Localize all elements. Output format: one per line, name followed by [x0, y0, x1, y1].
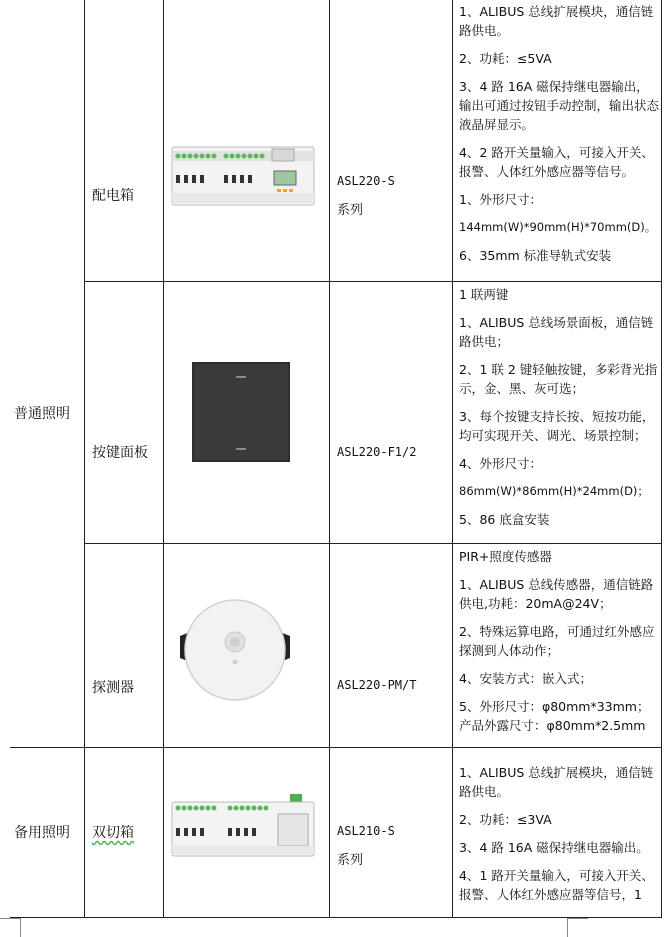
model-series: 系列: [337, 203, 364, 218]
spec-line: 4、安装方式：嵌入式；: [459, 671, 592, 686]
spec-line: 2、功耗：≤5VA: [459, 51, 552, 66]
model-code: ASL220-S: [337, 174, 395, 188]
category-backup-lighting: 备用照明: [14, 825, 70, 841]
spec-line: 5、86 底盒安装: [459, 512, 550, 527]
grid-line: [10, 747, 662, 748]
spec-line: 144mm(W)*90mm(H)*70mm(D)。: [459, 220, 657, 234]
product-name: 配电箱: [92, 188, 134, 204]
model-code: ASL220-F1/2: [337, 445, 417, 459]
model-code: ASL210-S: [337, 824, 395, 838]
category-normal-lighting: 普通照明: [14, 406, 70, 422]
page-corner-mark: [567, 918, 588, 937]
dual-switch-box-image: [170, 794, 320, 860]
spec-line: 2、特殊运算电路，可通过红外感应探测到人体动作；: [459, 624, 655, 658]
distribution-box-image: [170, 145, 320, 211]
spec-line: 3、4 路 16A 磁保持继电器输出。: [459, 840, 649, 855]
spec-line: 1 联两键: [459, 287, 509, 302]
grid-line: [84, 0, 85, 918]
product-model: [337, 441, 416, 463]
detector-image: [176, 596, 294, 706]
product-name: 探测器: [92, 680, 134, 696]
spec-line: 4、2 路开关量输入，可接入开关、报警、人体红外感应器等信号。: [459, 145, 654, 179]
grid-line: [84, 281, 662, 282]
spec-line: 4、外形尺寸：: [459, 456, 542, 471]
product-specs: [459, 285, 659, 538]
spec-line: 5、外形尺寸：φ80mm*33mm；产品外露尺寸：φ80mm*2.5mm: [459, 699, 650, 733]
spec-line: 2、功耗：≤3VA: [459, 812, 552, 827]
product-model: [337, 820, 395, 872]
grid-line: [10, 917, 662, 918]
model-series: 系列: [337, 853, 364, 868]
product-name: 双切箱: [92, 825, 134, 841]
product-specs: [459, 2, 659, 274]
key-panel-image: [192, 362, 290, 462]
spec-line: 6、35mm 标准导轨式安装: [459, 248, 612, 263]
spec-line: 1、ALIBUS 总线传感器，通信链路供电,功耗：20mA@24V；: [459, 577, 654, 611]
product-specs: [459, 547, 659, 744]
spec-line: 1、ALIBUS 总线扩展模块，通信链路供电。: [459, 765, 654, 799]
product-model: [337, 170, 395, 222]
product-name: 按键面板: [92, 445, 148, 461]
spec-line: PIR+照度传感器: [459, 549, 552, 564]
grid-line: [84, 543, 662, 544]
product-model: [337, 674, 416, 696]
spec-line: 1、ALIBUS 总线扩展模块，通信链路供电。: [459, 4, 654, 38]
grid-line: [661, 0, 662, 918]
spec-line: 3、每个按键支持长按、短按功能，均可实现开关、调光、场景控制；: [459, 409, 655, 443]
grid-line: [163, 0, 164, 918]
spec-line: 4、1 路开关量输入，可接入开关、报警、人体红外感应器等信号，1: [459, 868, 654, 902]
spec-line: 1、外形尺寸：: [459, 192, 542, 207]
grid-line: [452, 0, 453, 918]
grid-line: [329, 0, 330, 918]
spec-line: 86mm(W)*86mm(H)*24mm(D)；: [459, 484, 649, 498]
spec-line: 1、ALIBUS 总线场景面板，通信链路供电；: [459, 315, 654, 349]
page-corner-mark: [0, 918, 21, 937]
model-code: ASL220-PM/T: [337, 678, 417, 692]
spec-line: 2、1 联 2 键轻触按键，多彩背光指示，金、黑、灰可选；: [459, 362, 658, 396]
spec-line: 3、4 路 16A 磁保持继电器输出，输出可通过按钮手动控制，输出状态液晶屏显示。: [459, 79, 660, 132]
product-specs: [459, 763, 659, 913]
